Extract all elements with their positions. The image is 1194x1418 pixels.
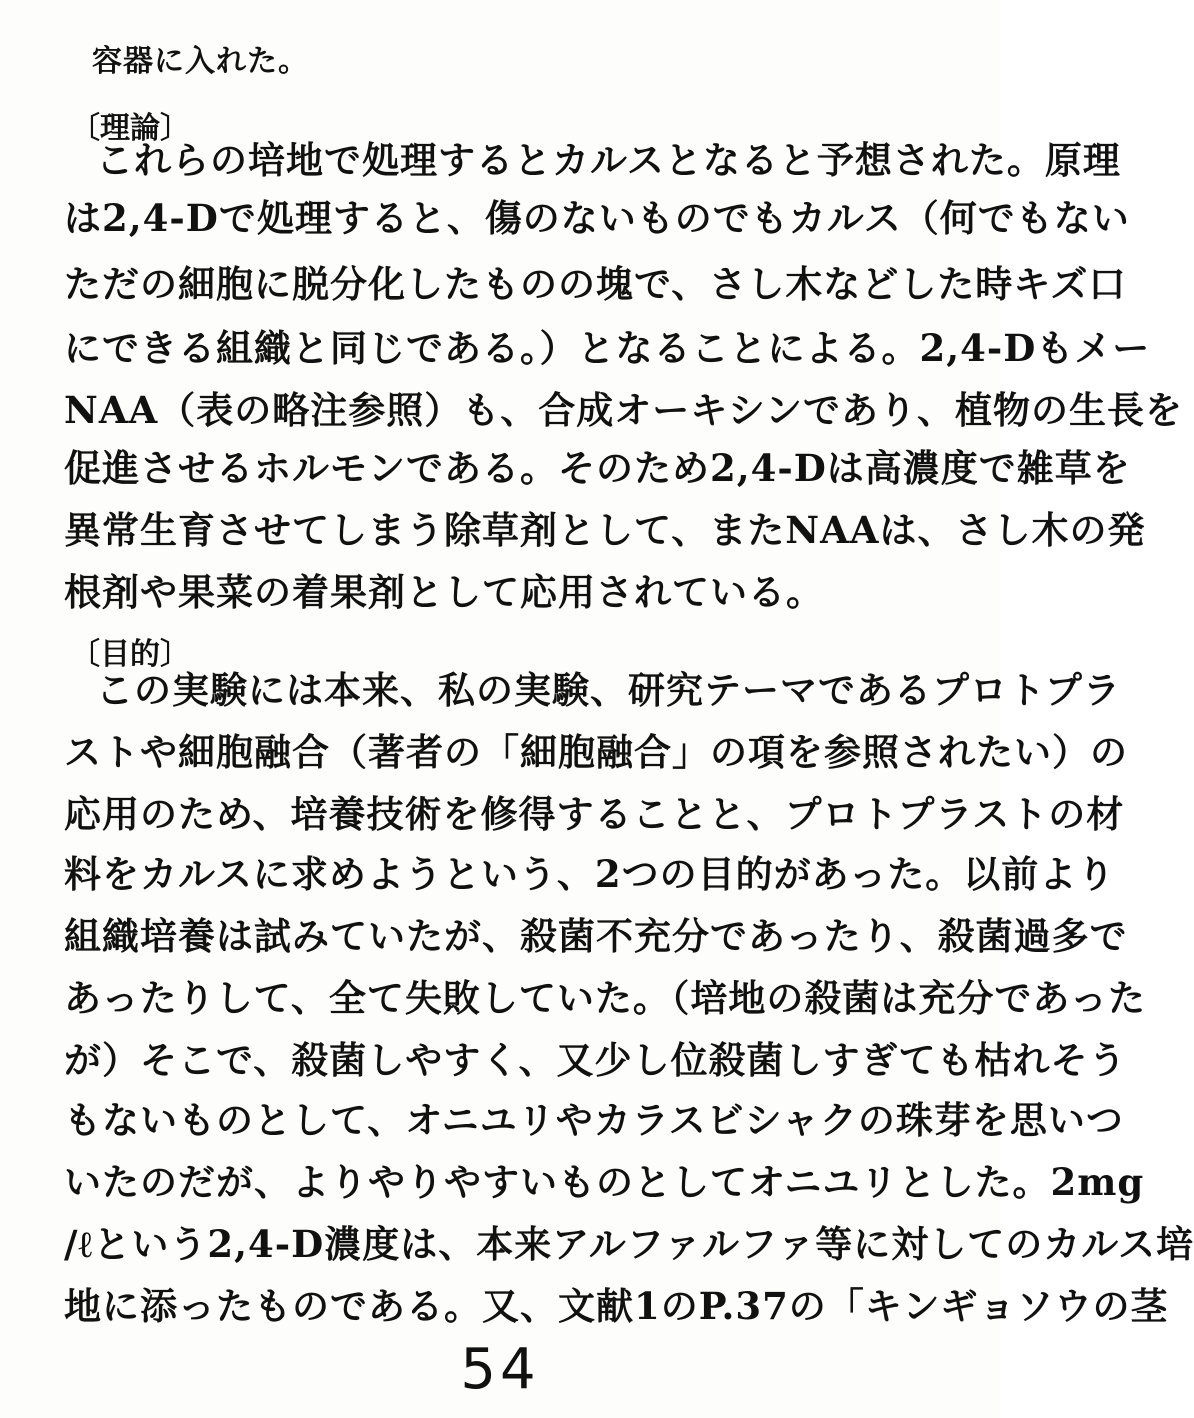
- page-number: 54: [460, 1337, 540, 1402]
- purpose-line-10: /ℓという2,4-D濃度は、本来アルファルファ等に対してのカルス培: [64, 1222, 1194, 1266]
- purpose-line-8: もないものとして、オニユリやカラスビシャクの珠芽を思いつ: [64, 1098, 1124, 1142]
- purpose-line-2: ストや細胞融合（著者の「細胞融合」の項を参照されたい）の: [64, 730, 1128, 774]
- theory-line-1: これらの培地で処理するとカルスとなると予想された。原理: [96, 138, 1121, 182]
- purpose-line-1: この実験には本来、私の実験、研究テーマであるプロトプラ: [96, 668, 1121, 712]
- purpose-line-5: 組織培養は試みていたが、殺菌不充分であったり、殺菌過多で: [64, 914, 1128, 958]
- purpose-heading: 〔目的〕: [70, 637, 190, 672]
- theory-line-6: 促進させるホルモンである。そのため2,4-Dは高濃度で雑草を: [64, 446, 1131, 490]
- purpose-line-11: 地に添ったものである。又、文献1のP.37の「キンギョソウの茎: [64, 1284, 1169, 1328]
- purpose-line-3: 応用のため、培養技術を修得することと、プロトプラストの材: [64, 792, 1125, 836]
- theory-line-8: 根剤や果菜の着果剤として応用されている。: [64, 570, 824, 614]
- purpose-line-7: が）そこで、殺菌しやすく、又少し位殺菌しすぎても枯れそう: [64, 1038, 1127, 1082]
- theory-line-3: ただの細胞に脱分化したものの塊で、さし木などした時キズ口: [64, 262, 1127, 306]
- purpose-line-4: 料をカルスに求めようという、2つの目的があった。以前より: [64, 852, 1116, 896]
- purpose-line-6: あったりして、全て失敗していた。（培地の殺菌は充分であった: [64, 976, 1147, 1020]
- theory-line-4: にできる組織と同じである。）となることによる。2,4-Dもメー: [64, 326, 1151, 370]
- theory-heading: 〔理論〕: [70, 111, 190, 146]
- theory-line-2: は2,4-Dで処理すると、傷のないものでもカルス（何でもない: [64, 196, 1130, 240]
- continuation-line: 容器に入れた。: [92, 44, 309, 79]
- theory-line-5: NAA（表の略注参照）も、合成オーキシンであり、植物の生長を: [64, 388, 1183, 432]
- theory-line-7: 異常生育させてしまう除草剤として、またNAAは、さし木の発: [64, 508, 1146, 552]
- purpose-line-9: いたのだが、よりやりやすいものとしてオニユリとした。2mg: [64, 1160, 1145, 1204]
